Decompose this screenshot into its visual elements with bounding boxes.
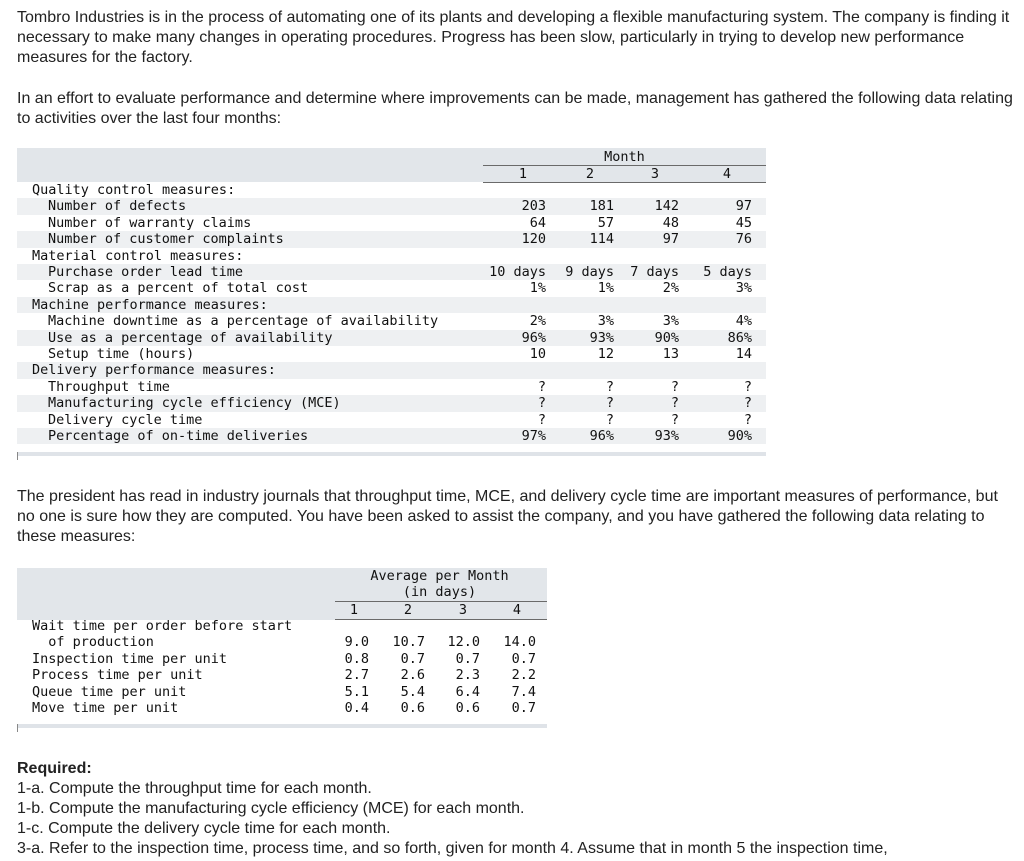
table1-cell: 3% bbox=[735, 280, 752, 297]
table2-column-header: 2 bbox=[403, 602, 413, 618]
table1-cell: 14 bbox=[735, 346, 752, 362]
table1-cell bbox=[544, 297, 614, 313]
table2-column-header: 3 bbox=[458, 602, 468, 618]
table1-cell: 90% bbox=[727, 428, 752, 444]
table1-cell bbox=[544, 362, 614, 378]
table2-cell bbox=[486, 618, 536, 634]
required-item: 1-b. Compute the manufacturing cycle efficiency (MCE) for each month. bbox=[17, 800, 525, 817]
table1-cell: 2% bbox=[662, 280, 679, 297]
table1-cell: ? bbox=[743, 395, 752, 412]
table1-cell: 7 days bbox=[630, 264, 679, 280]
table2-cell: 0.7 bbox=[400, 650, 425, 667]
table2-column-header: 1 bbox=[349, 602, 359, 618]
table1-cell: 97 bbox=[662, 231, 679, 248]
table1-cell: ? bbox=[537, 395, 546, 412]
table1-cell bbox=[476, 182, 546, 198]
table1-cell bbox=[682, 248, 752, 264]
table1-cell: 10 bbox=[529, 346, 546, 362]
table1-column-header: 3 bbox=[650, 166, 660, 182]
table1-cell: 142 bbox=[654, 198, 679, 215]
table2-cell: 2.6 bbox=[400, 667, 425, 684]
table1-row-label: Scrap as a percent of total cost bbox=[48, 280, 309, 297]
table1-cell: 57 bbox=[597, 214, 614, 231]
required-item: 1-a. Compute the throughput time for each month. bbox=[17, 780, 372, 797]
table2-row-label: Queue time per unit bbox=[32, 683, 187, 700]
table2-cell bbox=[319, 618, 369, 634]
table2-cell: 6.4 bbox=[455, 683, 480, 700]
table2-cell: 12.0 bbox=[447, 634, 480, 651]
table2-cell: 10.7 bbox=[392, 634, 425, 651]
table2-cell: 2.7 bbox=[344, 667, 369, 684]
table1-cell: 45 bbox=[735, 214, 752, 231]
table1-cell bbox=[544, 182, 614, 198]
table1-row-label: Manufacturing cycle efficiency (MCE) bbox=[48, 395, 341, 412]
table1-cell bbox=[544, 248, 614, 264]
table2-cell: 14.0 bbox=[503, 634, 536, 651]
performance-measures-table bbox=[17, 148, 766, 460]
table1-row-label: Number of customer complaints bbox=[48, 231, 284, 248]
average-time-table bbox=[17, 568, 547, 733]
table1-row-label: Number of defects bbox=[48, 198, 187, 215]
table2-row-label: Process time per unit bbox=[32, 667, 203, 684]
table2-cell: 9.0 bbox=[344, 634, 369, 651]
table1-cell: 3% bbox=[597, 313, 614, 330]
table1-cell: 12 bbox=[597, 346, 614, 362]
table2-cell bbox=[430, 618, 480, 634]
table2-cell bbox=[375, 618, 425, 634]
table1-cell bbox=[476, 248, 546, 264]
table1-cell: ? bbox=[670, 395, 679, 412]
table1-cell: 3% bbox=[662, 313, 679, 330]
table2-column-header: 4 bbox=[512, 602, 522, 618]
table2-group-header-line1: Average per Month bbox=[370, 568, 509, 584]
table1-cell: 76 bbox=[735, 231, 752, 248]
table1-row-label: Percentage of on-time deliveries bbox=[48, 428, 309, 444]
table2-cell: 0.8 bbox=[344, 650, 369, 667]
table1-cell: ? bbox=[537, 411, 546, 428]
table1-cell: ? bbox=[537, 378, 546, 395]
table1-cell: ? bbox=[670, 378, 679, 395]
table2-cell: 0.7 bbox=[455, 650, 480, 667]
required-section bbox=[17, 759, 1017, 859]
table1-cell: 10 days bbox=[489, 264, 546, 280]
table1-cell bbox=[476, 297, 546, 313]
table1-column-header: 2 bbox=[585, 166, 595, 182]
table1-cell bbox=[476, 362, 546, 378]
table2-cell: 0.7 bbox=[511, 700, 536, 716]
middle-paragraph: The president has read in industry journals that throughput time, MCE, and delivery cycle time are important measures of performance, but no one is sure how they are computed. You have been asked to assist the company, and you have gathered the following data relating to these measures: bbox=[17, 488, 998, 545]
table1-row-label: Setup time (hours) bbox=[48, 346, 195, 362]
required-title: Required: bbox=[17, 760, 92, 777]
table1-cell bbox=[609, 362, 679, 378]
table2-row-label: of production bbox=[32, 634, 154, 651]
table1-cell: ? bbox=[743, 411, 752, 428]
table1-cell: ? bbox=[605, 411, 614, 428]
table1-section-label: Machine performance measures: bbox=[32, 296, 268, 313]
table1-cell: 97 bbox=[735, 198, 752, 215]
table1-cell: 13 bbox=[662, 346, 679, 362]
table1-cell: 114 bbox=[589, 231, 614, 248]
table2-cell: 0.6 bbox=[455, 700, 480, 716]
table2-row-label: Inspection time per unit bbox=[32, 650, 228, 667]
table1-cell bbox=[609, 297, 679, 313]
intro-paragraph-2: In an effort to evaluate performance and determine where improvements can be made, management has gathered the following data relating to activities over the last four months: bbox=[17, 90, 1013, 127]
table2-group-header-line2: (in days) bbox=[402, 584, 477, 600]
table1-column-header: 1 bbox=[518, 166, 528, 182]
table1-cell: 48 bbox=[662, 214, 679, 231]
table1-section-label: Delivery performance measures: bbox=[32, 362, 276, 379]
table1-cell bbox=[682, 297, 752, 313]
table1-section-label: Material control measures: bbox=[32, 247, 244, 264]
table1-cell: ? bbox=[743, 378, 752, 395]
table2-cell: 2.3 bbox=[455, 667, 480, 684]
table1-cell: 97% bbox=[521, 428, 546, 444]
table1-cell: 4% bbox=[735, 313, 752, 330]
table1-cell: ? bbox=[670, 411, 679, 428]
required-item: 1-c. Compute the delivery cycle time for each month. bbox=[17, 820, 391, 837]
table1-row-label: Purchase order lead time bbox=[48, 264, 244, 280]
table1-cell: ? bbox=[605, 395, 614, 412]
table2-cell: 5.4 bbox=[400, 683, 425, 700]
table1-row-label: Machine downtime as a percentage of availability bbox=[48, 313, 439, 330]
table2-cell: 2.2 bbox=[511, 667, 536, 684]
table2-row-label: Move time per unit bbox=[32, 700, 179, 716]
table1-row-label: Delivery cycle time bbox=[48, 411, 203, 428]
table1-cell: 93% bbox=[589, 329, 614, 346]
table1-cell: 93% bbox=[654, 428, 679, 444]
table2-bottom-tick bbox=[17, 724, 18, 732]
table1-cell: 1% bbox=[597, 280, 614, 297]
table1-cell bbox=[682, 362, 752, 378]
table1-row-label: Throughput time bbox=[48, 378, 170, 395]
table2-cell: 0.4 bbox=[344, 700, 369, 716]
table1-group-header: Month bbox=[604, 149, 645, 165]
table1-cell: 90% bbox=[654, 329, 679, 346]
table2-bottom-band bbox=[17, 724, 547, 728]
table1-cell: 9 days bbox=[565, 264, 614, 280]
table1-cell bbox=[609, 182, 679, 198]
table1-row-label: Use as a percentage of availability bbox=[48, 329, 333, 346]
table1-cell: 120 bbox=[521, 231, 546, 248]
table1-cell: ? bbox=[605, 378, 614, 395]
table1-cell: 96% bbox=[521, 329, 546, 346]
table2-cell: 7.4 bbox=[511, 683, 536, 700]
table1-cell: 5 days bbox=[703, 264, 752, 280]
table1-cell: 86% bbox=[727, 329, 752, 346]
table1-cell bbox=[609, 248, 679, 264]
table1-cell: 1% bbox=[529, 280, 546, 297]
table2-cell: 0.7 bbox=[511, 650, 536, 667]
table1-cell: 2% bbox=[529, 313, 546, 330]
table1-cell: 64 bbox=[529, 214, 546, 231]
table1-section-label: Quality control measures: bbox=[32, 182, 236, 198]
table1-column-header: 4 bbox=[722, 166, 732, 182]
intro-paragraph-1: Tombro Industries is in the process of automating one of its plants and developing a flexible manufacturing system. The company is finding it necessary to make many changes in operating procedures. Progress has been slow, particularly in trying to develop new performance measures for the factory. bbox=[17, 9, 1010, 66]
table1-cell: 203 bbox=[521, 198, 546, 215]
table1-cell: 181 bbox=[589, 198, 614, 215]
table2-cell: 0.6 bbox=[400, 700, 425, 716]
table1-bottom-tick bbox=[17, 452, 18, 460]
table1-cell bbox=[682, 182, 752, 198]
table1-cell: 96% bbox=[589, 428, 614, 444]
table1-row-label: Number of warranty claims bbox=[48, 214, 252, 231]
required-item: 3-a. Refer to the inspection time, process time, and so forth, given for month 4. Assume that in month 5 the inspection time, bbox=[17, 840, 888, 857]
table2-cell: 5.1 bbox=[344, 683, 369, 700]
table1-bottom-band bbox=[17, 452, 766, 456]
table2-row-label: Wait time per order before start bbox=[32, 618, 293, 634]
